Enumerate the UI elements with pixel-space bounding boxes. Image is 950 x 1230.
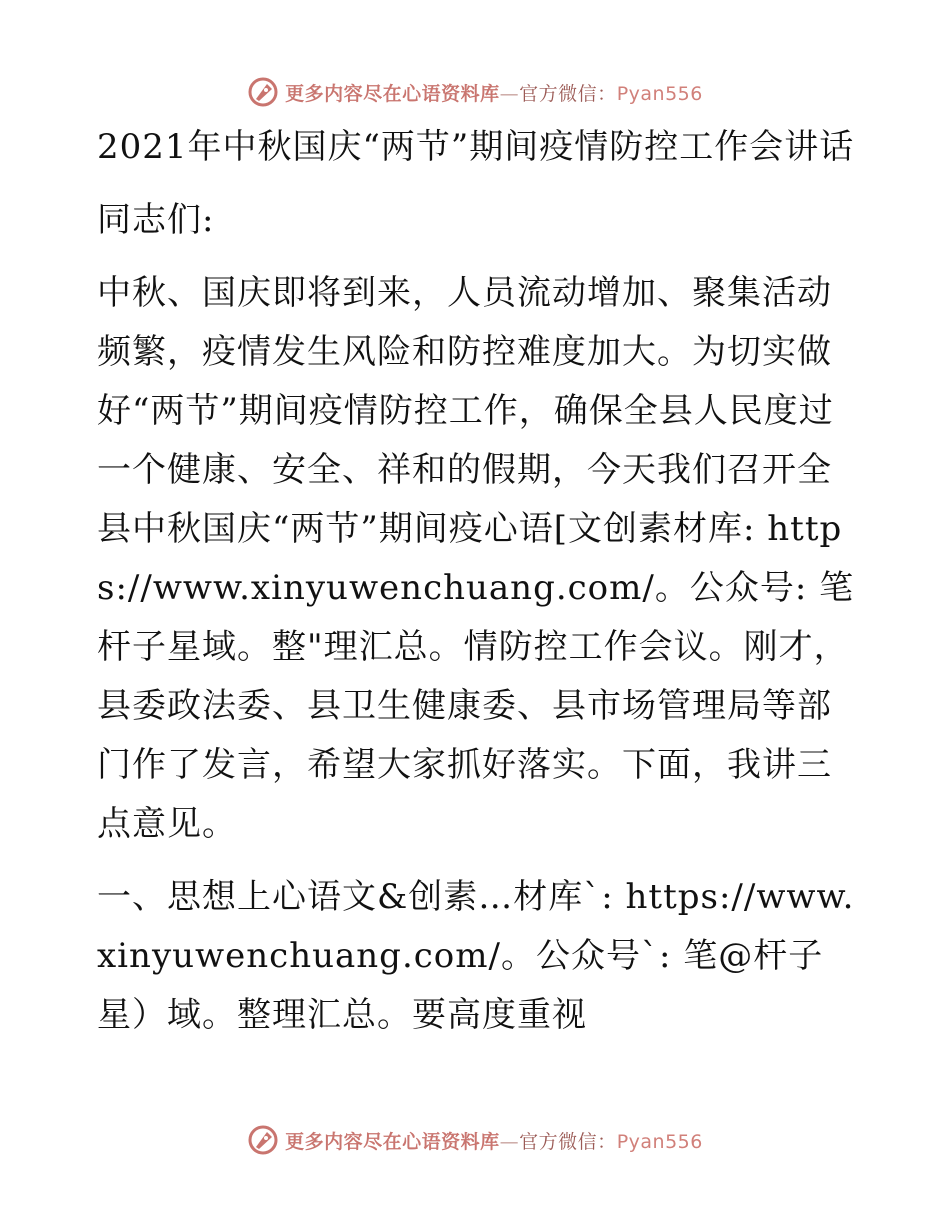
- watermark-wechat-label: 官方微信：: [519, 82, 617, 105]
- watermark-dash: —: [499, 1130, 520, 1153]
- document-title: 2021年中秋国庆“两节”期间疫情防控工作会讲话: [97, 127, 855, 167]
- document-body: [97, 118, 857, 1045]
- watermark-wechat-id: Pyan556: [616, 82, 703, 105]
- paragraph-section-one: 一、思想上心语文&创素…材库`: https://www.xinyuwenchuang.com/。公众号`: 笔@杆子星）域。整理汇总。要高度重视: [97, 877, 855, 1035]
- watermark-main-text: 更多内容尽在心语资料库: [285, 82, 500, 105]
- paragraph-intro: 中秋、国庆即将到来，人员流动增加、聚集活动频繁，疫情发生风险和防控难度加大。为切实做好“两节”期间疫情防控工作，确保全县人民度过一个健康、安全、祥和的假期，今天我们召开全县中秋国庆“两节”期间疫心语[文创素材库: https://www.xinyuwenchuang.com/。公众号: 笔杆子星域。整"理汇总。情防控工作会议。刚才，县委政法委、县卫生健康委、县市场管理局等部门作了发言，希望大家抓好落实。下面，我讲三点意见。: [97, 273, 855, 844]
- pen-nib-logo-icon: [247, 76, 279, 108]
- watermark-footer: [0, 1120, 950, 1160]
- watermark-text: [285, 1127, 703, 1154]
- watermark-wechat-label: 官方微信：: [519, 1130, 617, 1153]
- pen-nib-logo-icon: [247, 1124, 279, 1156]
- watermark-header: [0, 72, 950, 112]
- watermark-main-text: 更多内容尽在心语资料库: [285, 1130, 500, 1153]
- watermark-wechat-id: Pyan556: [616, 1130, 703, 1153]
- watermark-dash: —: [499, 82, 520, 105]
- watermark-text: [285, 79, 703, 106]
- greeting: 同志们:: [97, 200, 215, 240]
